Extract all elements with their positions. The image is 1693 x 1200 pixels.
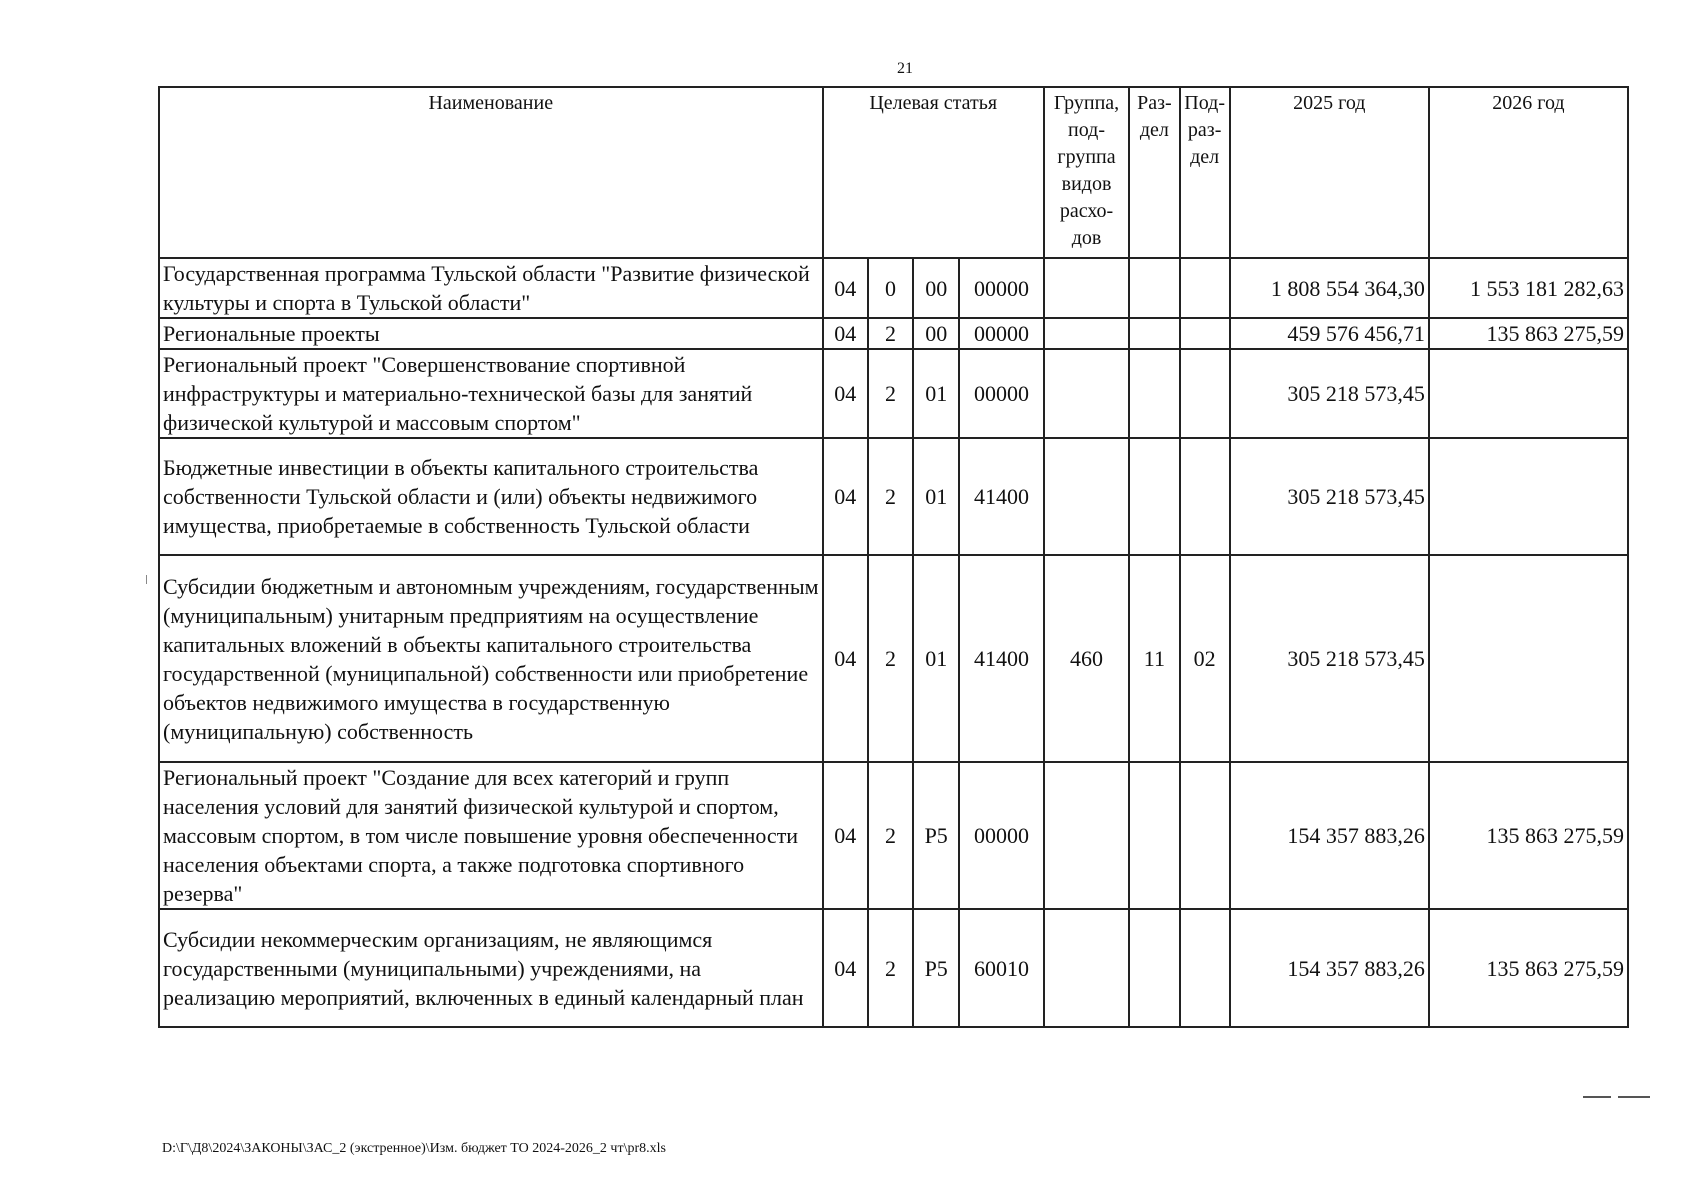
target-code-direction: 00000 [959,258,1043,318]
section-code [1129,258,1179,318]
target-code-program: 04 [823,438,868,555]
row-name: Региональный проект "Создание для всех категорий и групп населения условий для занятий физической культурой и спортом, массовым спортом, в том числе повышение уровня обеспеченности населения объектами спорта, а также подготовка спортивного резерва" [159,762,823,909]
target-code-type: 2 [868,349,913,438]
target-code-project: 01 [913,438,959,555]
target-code-type: 2 [868,555,913,762]
target-code-program: 04 [823,762,868,909]
target-code-project: 00 [913,318,959,349]
expense-group-code [1044,349,1129,438]
target-code-program: 04 [823,318,868,349]
target-code-direction: 00000 [959,762,1043,909]
amount-2025: 305 218 573,45 [1230,349,1429,438]
target-code-project: P5 [913,762,959,909]
expense-group-code [1044,258,1129,318]
target-code-project: 01 [913,555,959,762]
target-code-program: 04 [823,349,868,438]
expense-group-code [1044,909,1129,1027]
expense-group-code [1044,318,1129,349]
amount-2025: 305 218 573,45 [1230,555,1429,762]
subsection-code [1180,258,1230,318]
amount-2026: 135 863 275,59 [1429,762,1628,909]
section-code [1129,349,1179,438]
table-row [159,349,1628,438]
subsection-code [1180,318,1230,349]
scan-mark [1618,1096,1650,1098]
target-code-type: 2 [868,438,913,555]
footer-file-path: D:\Г\Д8\2024\ЗАКОНЫ\ЗАС_2 (экстренное)\Изм. бюджет ТО 2024-2026_2 чт\pr8.xls [162,1141,666,1156]
target-code-type: 0 [868,258,913,318]
section-code [1129,438,1179,555]
amount-2026 [1429,349,1628,438]
target-code-direction: 60010 [959,909,1043,1027]
header-row [159,87,1628,258]
table-row [159,318,1628,349]
subsection-code [1180,762,1230,909]
target-code-program: 04 [823,258,868,318]
row-name: Субсидии некоммерческим организациям, не являющимся государственными (муниципальными) учреждениями, на реализацию мероприятий, включенных в единый календарный план [159,909,823,1027]
header-target-article: Целевая статья [823,87,1044,258]
subsection-code: 02 [1180,555,1230,762]
table-row [159,909,1628,1027]
amount-2026: 1 553 181 282,63 [1429,258,1628,318]
subsection-code [1180,909,1230,1027]
header-year-2025: 2025 год [1230,87,1429,258]
row-name: Бюджетные инвестиции в объекты капитального строительства собственности Тульской области и (или) объекты недвижимого имущества, приобретаемые в собственность Тульской области [159,438,823,555]
amount-2026 [1429,555,1628,762]
table-row [159,258,1628,318]
target-code-project: 00 [913,258,959,318]
table-row [159,438,1628,555]
scan-mark [1583,1096,1611,1098]
section-code: 11 [1129,555,1179,762]
section-code [1129,909,1179,1027]
page-number: 21 [897,60,913,77]
target-code-type: 2 [868,909,913,1027]
target-code-direction: 41400 [959,555,1043,762]
amount-2025: 154 357 883,26 [1230,909,1429,1027]
section-code [1129,318,1179,349]
subsection-code [1180,438,1230,555]
row-name: Субсидии бюджетным и автономным учреждениям, государственным (муниципальным) унитарным предприятиям на осуществление капитальных вложений в объекты капитального строительства государственной (муниципальной) собственности или приобретение объектов недвижимого имущества в государственную (муниципальную) собственность [159,555,823,762]
row-name: Региональные проекты [159,318,823,349]
amount-2026 [1429,438,1628,555]
expense-group-code: 460 [1044,555,1129,762]
expense-group-code [1044,438,1129,555]
header-name: Наименование [159,87,823,258]
target-code-project: 01 [913,349,959,438]
target-code-direction: 00000 [959,349,1043,438]
table-row [159,762,1628,909]
header-expense-group: Группа, под-группа видов расхо-дов [1044,87,1129,258]
target-code-program: 04 [823,909,868,1027]
table-body [159,258,1628,1027]
amount-2026: 135 863 275,59 [1429,909,1628,1027]
target-code-direction: 00000 [959,318,1043,349]
row-name: Государственная программа Тульской области "Развитие физической культуры и спорта в Тульской области" [159,258,823,318]
amount-2026: 135 863 275,59 [1429,318,1628,349]
amount-2025: 1 808 554 364,30 [1230,258,1429,318]
target-code-type: 2 [868,318,913,349]
header-section: Раз-дел [1129,87,1179,258]
target-code-direction: 41400 [959,438,1043,555]
budget-table [158,86,1629,1028]
header-subsection: Под-раз-дел [1180,87,1230,258]
target-code-type: 2 [868,762,913,909]
table-row [159,555,1628,762]
section-code [1129,762,1179,909]
subsection-code [1180,349,1230,438]
target-code-project: P5 [913,909,959,1027]
row-name: Региональный проект "Совершенствование спортивной инфраструктуры и материально-технической базы для занятий физической культурой и массовым спортом" [159,349,823,438]
header-year-2026: 2026 год [1429,87,1628,258]
amount-2025: 154 357 883,26 [1230,762,1429,909]
scan-mark [146,575,147,584]
target-code-program: 04 [823,555,868,762]
amount-2025: 305 218 573,45 [1230,438,1429,555]
expense-group-code [1044,762,1129,909]
amount-2025: 459 576 456,71 [1230,318,1429,349]
